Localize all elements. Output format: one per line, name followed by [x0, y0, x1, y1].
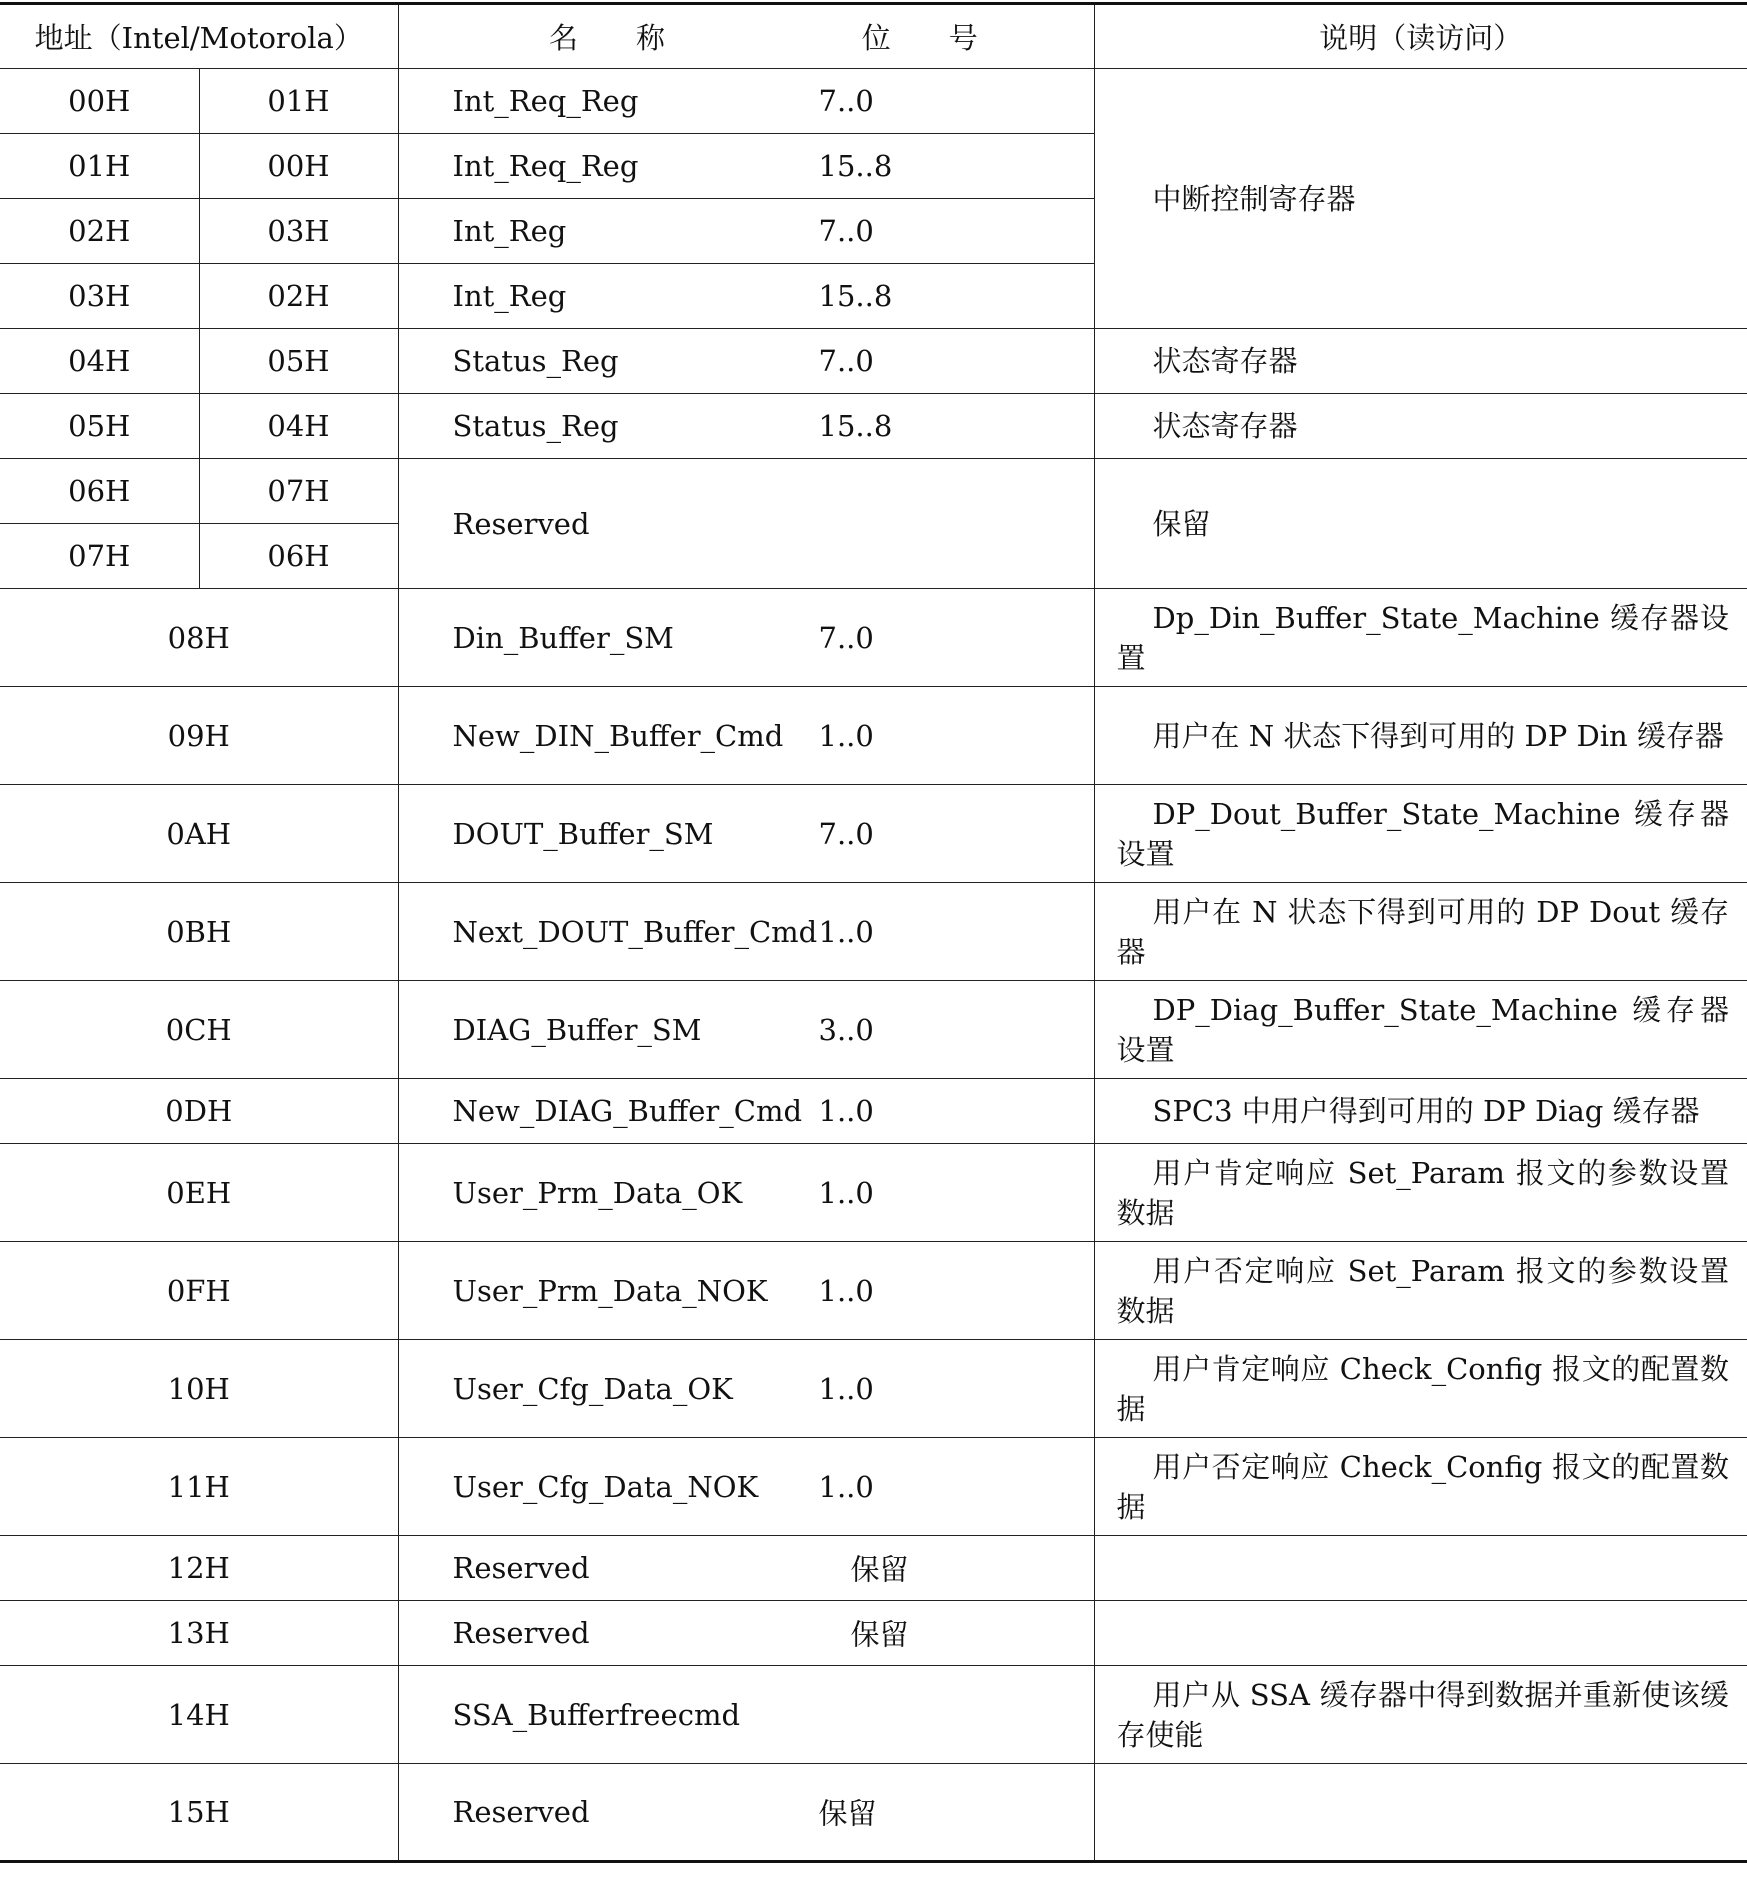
intel-address: 04H [0, 329, 199, 394]
register-name: User_Prm_Data_NOK [452, 1273, 768, 1308]
register-address: 11H [0, 1438, 398, 1536]
header-description: 说明（读访问） [1094, 4, 1747, 69]
register-description: 保留 [1094, 459, 1747, 589]
register-address: 0BH [0, 883, 398, 981]
register-bits: 7..0 [818, 816, 874, 851]
register-name: New_DIAG_Buffer_Cmd [452, 1094, 803, 1128]
motorola-address: 07H [199, 459, 398, 524]
register-address: 14H [0, 1666, 398, 1764]
register-cell [398, 329, 1094, 394]
intel-address: 01H [0, 134, 199, 199]
description-text: 用户否定响应 Set_Param 报文的参数设置数据 [1116, 1253, 1729, 1328]
register-name: User_Cfg_Data_OK [452, 1371, 733, 1406]
register-cell [398, 883, 1094, 981]
register-description: 状态寄存器 [1094, 329, 1747, 394]
register-description [1094, 1079, 1747, 1144]
table-row [0, 981, 1747, 1079]
intel-address: 00H [0, 69, 199, 134]
register-name: Reserved [452, 1551, 590, 1585]
register-address: 10H [0, 1340, 398, 1438]
register-bits: 15..8 [818, 409, 893, 443]
description-text: DP_Dout_Buffer_State_Machine 缓存器设置 [1116, 796, 1729, 871]
register-cell [398, 981, 1094, 1079]
table-row [0, 1340, 1747, 1438]
header-address: 地址（Intel/Motorola） [0, 4, 398, 69]
description-text: 用户在 N 状态下得到可用的 DP Dout 缓存器 [1116, 894, 1729, 969]
register-bits: 7..0 [818, 214, 874, 248]
register-bits: 1..0 [818, 1175, 874, 1210]
description-text: 用户在 N 状态下得到可用的 DP Din 缓存器 [1152, 718, 1724, 753]
register-address: 0DH [0, 1079, 398, 1144]
table-row [0, 883, 1747, 981]
register-table [0, 2, 1747, 1863]
register-cell [398, 1601, 1094, 1666]
header-name: 名 称 [548, 21, 665, 55]
description-text: 用户肯定响应 Set_Param 报文的参数设置数据 [1116, 1155, 1729, 1230]
table-row [0, 459, 1747, 524]
register-description [1094, 785, 1747, 883]
table-header-row [0, 4, 1747, 69]
register-bits: 7..0 [818, 344, 874, 378]
register-bits: 15..8 [818, 149, 893, 183]
register-description [1094, 1536, 1747, 1601]
interrupt-description: 中断控制寄存器 [1094, 69, 1747, 329]
register-address: 08H [0, 589, 398, 687]
register-bits: 1..0 [818, 718, 874, 753]
register-bits: 保留 [818, 1796, 877, 1831]
register-cell [398, 1764, 1094, 1862]
register-name: Reserved [452, 1616, 590, 1650]
register-bits: 1..0 [818, 914, 874, 949]
register-cell [398, 1666, 1094, 1764]
table-row [0, 329, 1747, 394]
header-name-bits [398, 4, 1094, 69]
table-row [0, 1079, 1747, 1144]
intel-address: 02H [0, 199, 199, 264]
table-row [0, 1764, 1747, 1862]
register-bits: 1..0 [818, 1273, 874, 1308]
register-description [1094, 1242, 1747, 1340]
register-bits: 15..8 [818, 279, 893, 313]
motorola-address: 05H [199, 329, 398, 394]
description-text: 用户从 SSA 缓存器中得到数据并重新使该缓存使能 [1116, 1677, 1729, 1752]
register-address: 13H [0, 1601, 398, 1666]
register-name: Next_DOUT_Buffer_Cmd [452, 914, 818, 949]
table-row [0, 1601, 1747, 1666]
motorola-address: 06H [199, 524, 398, 589]
register-address: 0CH [0, 981, 398, 1079]
description-text: SPC3 中用户得到可用的 DP Diag 缓存器 [1152, 1094, 1700, 1128]
register-bits: 1..0 [818, 1094, 874, 1128]
register-cell [398, 1242, 1094, 1340]
description-text: DP_Diag_Buffer_State_Machine 缓存器设置 [1116, 992, 1729, 1067]
register-address: 0AH [0, 785, 398, 883]
table-row [0, 1242, 1747, 1340]
table-row [0, 1666, 1747, 1764]
register-address: 09H [0, 687, 398, 785]
intel-address: 07H [0, 524, 199, 589]
register-name: Int_Req_Reg [452, 84, 639, 118]
register-cell [398, 459, 1094, 589]
register-bits: 7..0 [818, 620, 874, 655]
register-name: SSA_Bufferfreecmd [452, 1697, 741, 1732]
register-cell [398, 1438, 1094, 1536]
register-address: 0FH [0, 1242, 398, 1340]
intel-address: 06H [0, 459, 199, 524]
register-name: Reserved [452, 506, 590, 541]
register-cell [398, 69, 1094, 134]
register-cell [398, 1536, 1094, 1601]
register-cell [398, 785, 1094, 883]
intel-address: 05H [0, 394, 199, 459]
register-bits: 保留 [850, 1552, 909, 1587]
register-cell [398, 134, 1094, 199]
register-name: Reserved [452, 1795, 590, 1829]
table-row [0, 1438, 1747, 1536]
table-row [0, 394, 1747, 459]
motorola-address: 01H [199, 69, 398, 134]
register-bits: 3..0 [818, 1012, 874, 1047]
register-bits: 1..0 [818, 1469, 874, 1504]
register-name: Status_Reg [452, 409, 619, 443]
register-description [1094, 1144, 1747, 1242]
register-description [1094, 1601, 1747, 1666]
register-description [1094, 589, 1747, 687]
register-description: 状态寄存器 [1094, 394, 1747, 459]
register-name: User_Prm_Data_OK [452, 1175, 743, 1210]
register-description [1094, 1666, 1747, 1764]
table-row [0, 69, 1747, 134]
register-name: DOUT_Buffer_SM [452, 816, 714, 851]
description-text: 用户否定响应 Check_Config 报文的配置数据 [1116, 1449, 1729, 1524]
register-name: New_DIN_Buffer_Cmd [452, 718, 784, 753]
motorola-address: 03H [199, 199, 398, 264]
register-address: 15H [0, 1764, 398, 1862]
motorola-address: 02H [199, 264, 398, 329]
description-text: 用户肯定响应 Check_Config 报文的配置数据 [1116, 1351, 1729, 1426]
register-cell [398, 1079, 1094, 1144]
table-row [0, 687, 1747, 785]
register-bits: 保留 [850, 1617, 909, 1652]
header-bits: 位 号 [861, 21, 978, 55]
register-cell [398, 1340, 1094, 1438]
intel-address: 03H [0, 264, 199, 329]
register-description [1094, 981, 1747, 1079]
table-row [0, 1536, 1747, 1601]
register-description [1094, 1438, 1747, 1536]
register-description [1094, 883, 1747, 981]
register-cell [398, 394, 1094, 459]
motorola-address: 00H [199, 134, 398, 199]
register-cell [398, 264, 1094, 329]
register-description [1094, 1764, 1747, 1862]
register-bits: 1..0 [818, 1371, 874, 1406]
table-row [0, 785, 1747, 883]
register-name: Int_Req_Reg [452, 149, 639, 183]
register-cell [398, 589, 1094, 687]
table-row [0, 589, 1747, 687]
table-row [0, 1144, 1747, 1242]
register-name: Status_Reg [452, 344, 619, 378]
register-cell [398, 1144, 1094, 1242]
register-name: DIAG_Buffer_SM [452, 1012, 702, 1047]
register-cell [398, 199, 1094, 264]
register-address: 12H [0, 1536, 398, 1601]
register-cell [398, 687, 1094, 785]
description-text: Dp_Din_Buffer_State_Machine 缓存器设置 [1116, 600, 1729, 675]
register-name: User_Cfg_Data_NOK [452, 1469, 759, 1504]
motorola-address: 04H [199, 394, 398, 459]
register-name: Int_Reg [452, 214, 567, 248]
register-name: Int_Reg [452, 279, 567, 313]
register-name: Din_Buffer_SM [452, 620, 674, 655]
register-description [1094, 687, 1747, 785]
register-description [1094, 1340, 1747, 1438]
register-bits: 7..0 [818, 84, 874, 118]
register-address: 0EH [0, 1144, 398, 1242]
